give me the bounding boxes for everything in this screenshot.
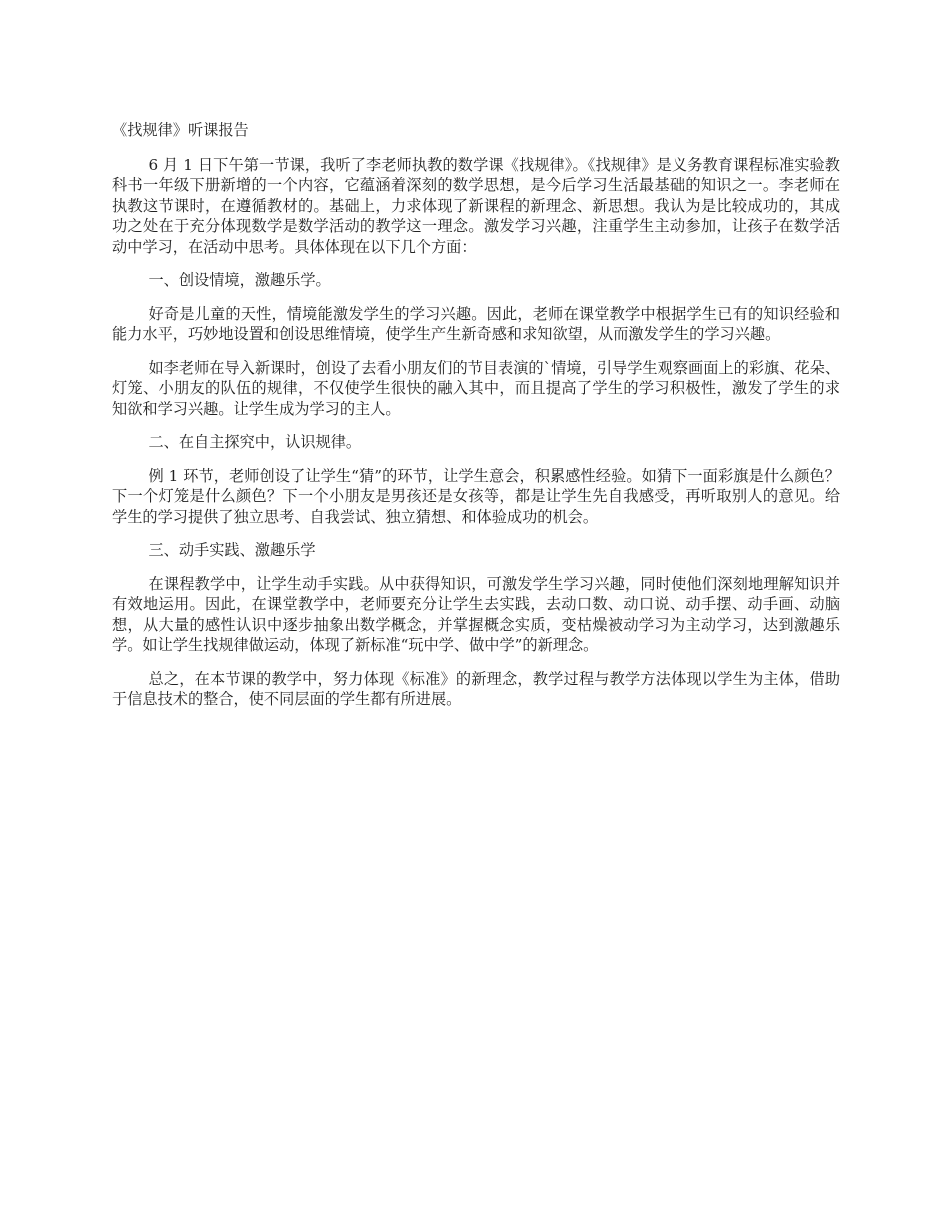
paragraph-conclusion: 总之，在本节课的教学中，努力体现《标准》的新理念，教学过程与教学方法体现以学生为主体，借助于信息技术的整合，使不同层面的学生都有所进展。 xyxy=(112,669,840,708)
section-heading-3: 三、动手实践、激趣乐学 xyxy=(148,541,316,559)
paragraph-section-2: 例 1 环节，老师创设了让学生“猜”的环节，让学生意会，积累感性经验。如猜下一面彩旗是什么颜色？下一个灯笼是什么颜色？下一个小朋友是男孩还是女孩等，都是让学生先自我感受，再听取别人的意见。给学生的学习提供了独立思考、自我尝试、独立猜想、和体验成功的机会。 xyxy=(112,466,840,526)
document-page xyxy=(112,120,840,723)
paragraph-intro: 6 月 1 日下午第一节课，我听了李老师执教的数学课《找规律》。《找规律》是义务教育课程标准实验教科书一年级下册新增的一个内容，它蕴涵着深刻的数学思想，是今后学习生活最基础的知识之一。李老师在执教这节课时，在遵循教材的。基础上，力求体现了新课程的新理念、新思想。我认为是比较成功的，其成功之处在于充分体现数学是数学活动的教学这一理念。激发学习兴趣，注重学生主动参加，让孩子在数学活动中学习，在活动中思考。具体体现在以下几个方面： xyxy=(112,155,840,256)
section-heading-1: 一、创设情境，激趣乐学。 xyxy=(148,271,331,289)
document-title: 《找规律》听课报告 xyxy=(112,121,249,139)
section-heading-2: 二、在自主探究中，认识规律。 xyxy=(148,433,362,451)
paragraph-section-3: 在课程教学中，让学生动手实践。从中获得知识，可激发学生学习兴趣，同时使他们深刻地理解知识并有效地运用。因此，在课堂教学中，老师要充分让学生去实践，去动口数、动口说、动手摆、动手画、动脑想，从大量的感性认识中逐步抽象出数学概念，并掌握概念实质，变枯燥被动学习为主动学习，达到激趣乐学。如让学生找规律做运动，体现了新标准“玩中学、做中学”的新理念。 xyxy=(112,574,840,654)
paragraph-section-1-a: 好奇是儿童的天性，情境能激发学生的学习兴趣。因此，老师在课堂教学中根据学生已有的知识经验和能力水平，巧妙地设置和创设思维情境，使学生产生新奇感和求知欲望，从而激发学生的学习兴趣。 xyxy=(112,304,840,343)
paragraph-section-1-b: 如李老师在导入新课时，创设了去看小朋友们的节目表演的`情境，引导学生观察画面上的彩旗、花朵、灯笼、小朋友的队伍的规律，不仅使学生很快的融入其中，而且提高了学生的学习积极性，激发了学生的求知欲和学习兴趣。让学生成为学习的主人。 xyxy=(112,358,840,418)
